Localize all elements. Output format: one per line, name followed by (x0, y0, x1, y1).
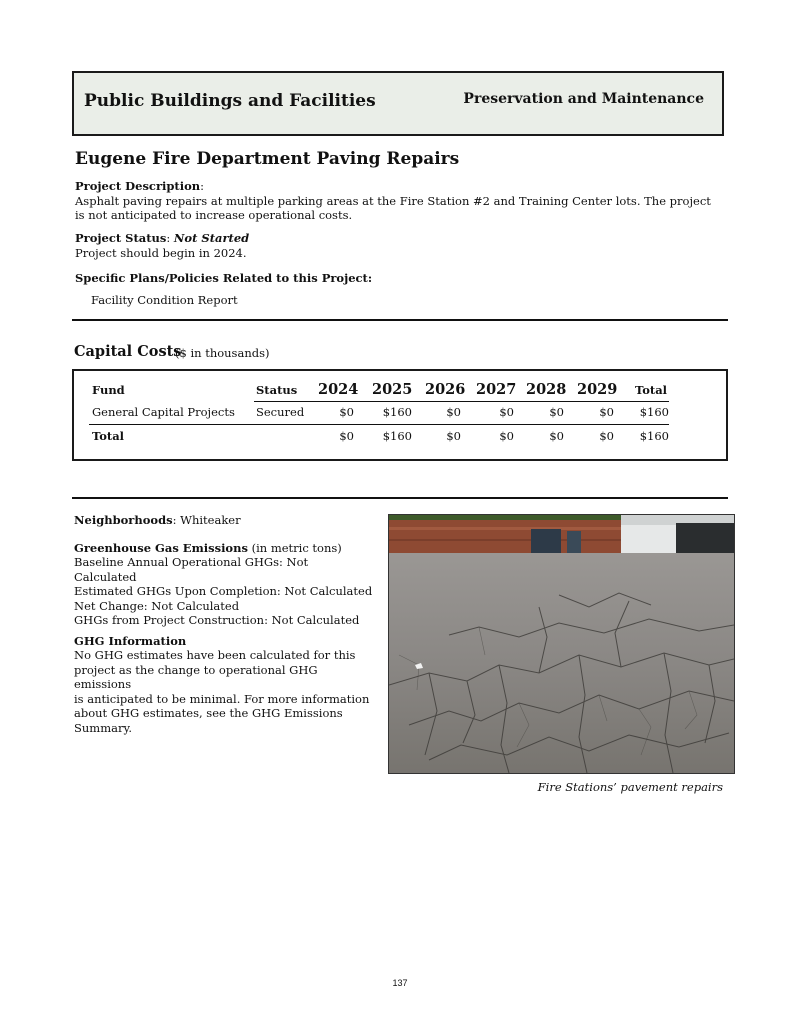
col-status: Status (256, 383, 298, 397)
ghg-info-label: GHG Information (74, 633, 187, 648)
total-rule (89, 424, 669, 425)
col-2026: 2026 (425, 381, 466, 398)
page-number: 137 (392, 978, 408, 988)
neighborhoods-value: Whiteaker (180, 513, 241, 527)
row-2028: $0 (549, 405, 564, 419)
total-label: Total (92, 429, 125, 443)
row-2026: $0 (446, 405, 461, 419)
header-rule (254, 401, 669, 402)
col-fund: Fund (92, 383, 125, 397)
pavement-photo (388, 514, 735, 774)
total-total: $160 (639, 429, 669, 443)
ghg-unit: (in metric tons) (251, 540, 342, 555)
section-category: Preservation and Maintenance (463, 91, 704, 107)
total-2027: $0 (499, 429, 514, 443)
row-total: $160 (639, 405, 669, 419)
total-2024: $0 (339, 429, 354, 443)
col-2025: 2025 (372, 381, 413, 398)
total-2028: $0 (549, 429, 564, 443)
plan-item: Facility Condition Report (91, 293, 238, 307)
plans-label: Specific Plans/Policies Related to this Project: (75, 271, 373, 285)
col-2029: 2029 (577, 381, 618, 398)
row-2024: $0 (339, 405, 354, 419)
col-total: Total (635, 383, 668, 397)
ghg-info-line: Summary. (74, 720, 133, 735)
ghg-line: Net Change: Not Calculated (74, 598, 240, 613)
ghg-label: Greenhouse Gas Emissions (74, 540, 248, 555)
col-2027: 2027 (476, 381, 517, 398)
capital-costs-table (72, 369, 728, 461)
ghg-line: Estimated GHGs Upon Completion: Not Calculated (74, 584, 373, 598)
col-2028: 2028 (526, 381, 567, 398)
neighborhoods: Neighborhoods: Whiteaker (74, 513, 241, 527)
ghg-line: Baseline Annual Operational GHGs: Not Calculated (74, 555, 309, 584)
row-2027: $0 (499, 405, 514, 419)
total-2029: $0 (599, 429, 614, 443)
ghg-info-line: is anticipated to be minimal. For more information (74, 691, 370, 706)
row-2025: $160 (382, 405, 412, 419)
capital-costs-title: Capital Costs (74, 343, 182, 360)
section-title: Public Buildings and Facilities (84, 91, 376, 111)
divider (72, 319, 728, 321)
project-description: Project Description: Asphalt paving repairs at multiple parking areas at the Fire Station #2 and Training Center lots. The project is not anticipated to increase operational costs. (75, 179, 715, 223)
ghg-line: GHGs from Project Construction: Not Calculated (74, 613, 360, 627)
total-2026: $0 (446, 429, 461, 443)
status-label: Project Status (75, 231, 167, 245)
ghg-info-line: about GHG estimates, see the GHG Emissions (74, 706, 343, 720)
capital-costs-subtitle: ($ in thousands) (175, 346, 270, 360)
col-2024: 2024 (318, 381, 359, 398)
project-title: Eugene Fire Department Paving Repairs (75, 149, 460, 169)
project-status: Project Status: Not Started Project should begin in 2024. (75, 231, 715, 260)
details-column (74, 513, 374, 735)
row-status: Secured (256, 405, 305, 419)
section-header (72, 71, 724, 136)
description-text: Asphalt paving repairs at multiple parking areas at the Fire Station #2 and Training Center lots. The project is not anticipated to increase operational costs. (75, 193, 711, 222)
total-2025: $160 (382, 429, 412, 443)
ghg-info-line: project as the change to operational GHG emissions (74, 662, 318, 691)
row-2029: $0 (599, 405, 614, 419)
ghg-info-line: No GHG estimates have been calculated for this (74, 648, 356, 662)
divider (72, 497, 728, 499)
row-fund: General Capital Projects (92, 405, 235, 419)
neighborhoods-label: Neighborhoods (74, 513, 173, 527)
description-label: Project Description (75, 179, 201, 193)
photo-caption: Fire Stations’ pavement repairs (537, 780, 723, 794)
status-value: Not Started (173, 231, 250, 245)
status-note: Project should begin in 2024. (75, 245, 247, 260)
